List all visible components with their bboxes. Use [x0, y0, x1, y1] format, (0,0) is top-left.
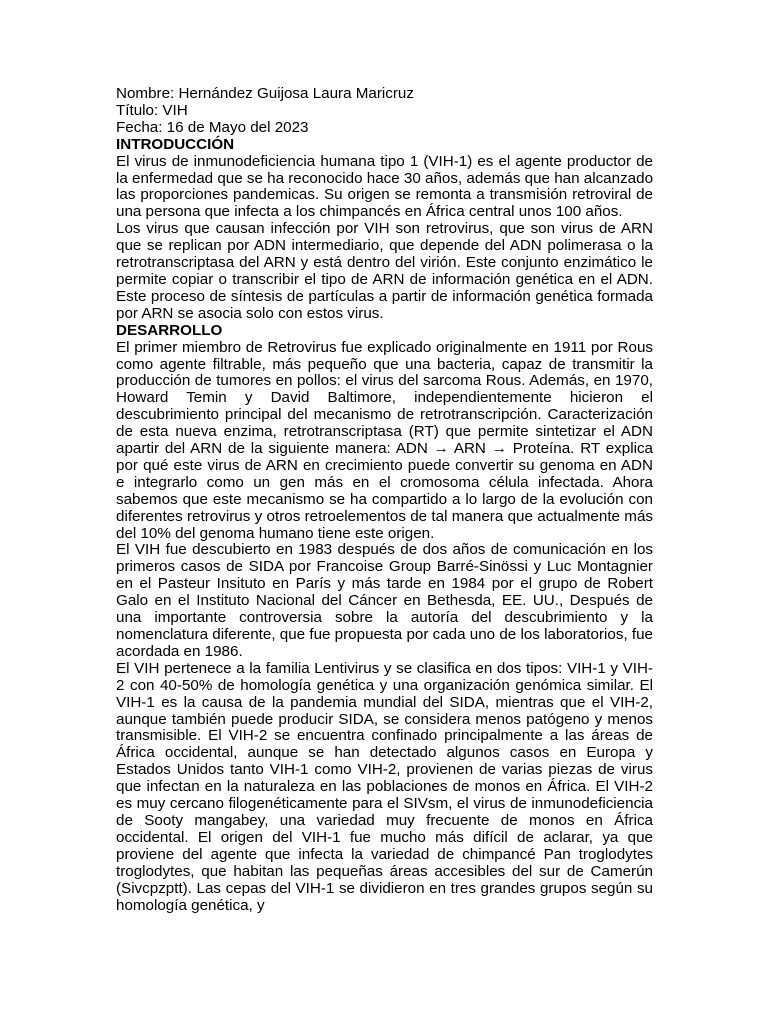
- intro-paragraph-1: El virus de inmunodeficiencia humana tipo 1 (VIH-1) es el agente productor de la enfermedad que se ha reconocido hace 30 años, además que han alcanzado las proporciones pandemicas. Su origen se remonta a transmisión retroviral de una persona que infecta a los chimpancés en África central unos 100 años.: [116, 152, 654, 221]
- document-title: Título: VIH: [116, 101, 188, 119]
- development-paragraph-1: El primer miembro de Retrovirus fue explicado originalmente en 1911 por Rous como agente filtrable, más pequeño que una bacteria, capaz de transmitir la producción de tumores en pollos: el virus del sarcoma Rous. Además, en 1970, Howard Temin y David Baltimore, independientemente hicieron el descubrimiento principal del mecanismo de retrotranscripción. Caracterización de esta nueva enzima, retrotranscriptasa (RT) que permite sintetizar el ADN apartir del ARN de la siguiente manera: ADN → ARN → Proteína. RT explica por qué este virus de ARN en crecimiento puede convertir su genoma en ADN e integrarlo como un gen más en el cromosoma célula infectada. Ahora sabemos que este mecanismo se ha compartido a lo largo de la evolución con diferentes retrovirus y otros retroelementos de tal manera que actualmente más del 10% del genoma humano tiene este origen.: [116, 338, 653, 542]
- development-heading: DESARROLLO: [116, 321, 223, 339]
- development-paragraph-2: El VIH fue descubierto en 1983 después de dos años de comunicación en los primeros casos de SIDA por Francoise Group Barré-Sinössi y Luc Montagnier en el Pasteur Insituto en París y más tarde en 1984 por el grupo de Robert Galo en el Instituto Nacional del Cáncer en Bethesda, EE. UU., Después de una importante controversia sobre la autoría del descubrimiento y la nomenclatura diferente, que fue propuesta por cada uno de los laboratorios, fue acordada en 1986.: [116, 541, 653, 660]
- intro-paragraph-2: Los virus que causan infección por VIH son retrovirus, que son virus de ARN que se replican por ADN intermediario, que depende del ADN polimerasa o la retrotranscriptasa del ARN y está dentro del virión. Este conjunto enzimático le permite copiar o transcribir el tipo de ARN de información genética en el ADN. Este proceso de síntesis de partículas a partir de información genética formada por ARN se asocia solo con estos virus.: [116, 220, 653, 322]
- document-date: Fecha: 16 de Mayo del 2023: [116, 118, 309, 136]
- author-name: Nombre: Hernández Guijosa Laura Maricruz: [116, 85, 414, 102]
- development-paragraph-3: El VIH pertenece a la familia Lentivirus y se clasifica en dos tipos: VIH-1 y VIH-2 con 40-50% de homología genética y una organización genómica similar. El VIH-1 es la causa de la pandemia mundial del SIDA, mientras que el VIH-2, aunque también puede producir SIDA, se considera menos patógeno y menos transmisible. El VIH-2 se encuentra confinado principalmente a las áreas de África occidental, aunque se han detectado algunos casos en Europa y Estados Unidos tanto VIH-1 como VIH-2, provienen de varias piezas de virus que infectan en la naturaleza en las poblaciones de monos en África. El VIH-2 es muy cercano filogenéticamente para el SIVsm, el virus de inmunodeficiencia de Sooty mangabey, una variedad muy frecuente de monos en África occidental. El origen del VIH-1 fue mucho más difícil de aclarar, ya que proviene del agente que infecta la variedad de chimpancé Pan troglodytes troglodytes, que habitan las pequeñas áreas accesibles del sur de Camerún (Sivcpzptt). Las cepas del VIH-1 se dividieron en tres grandes grupos según su homología genética, y: [116, 659, 653, 914]
- document-page: [116, 86, 653, 914]
- intro-heading: INTRODUCCIÓN: [116, 135, 235, 153]
